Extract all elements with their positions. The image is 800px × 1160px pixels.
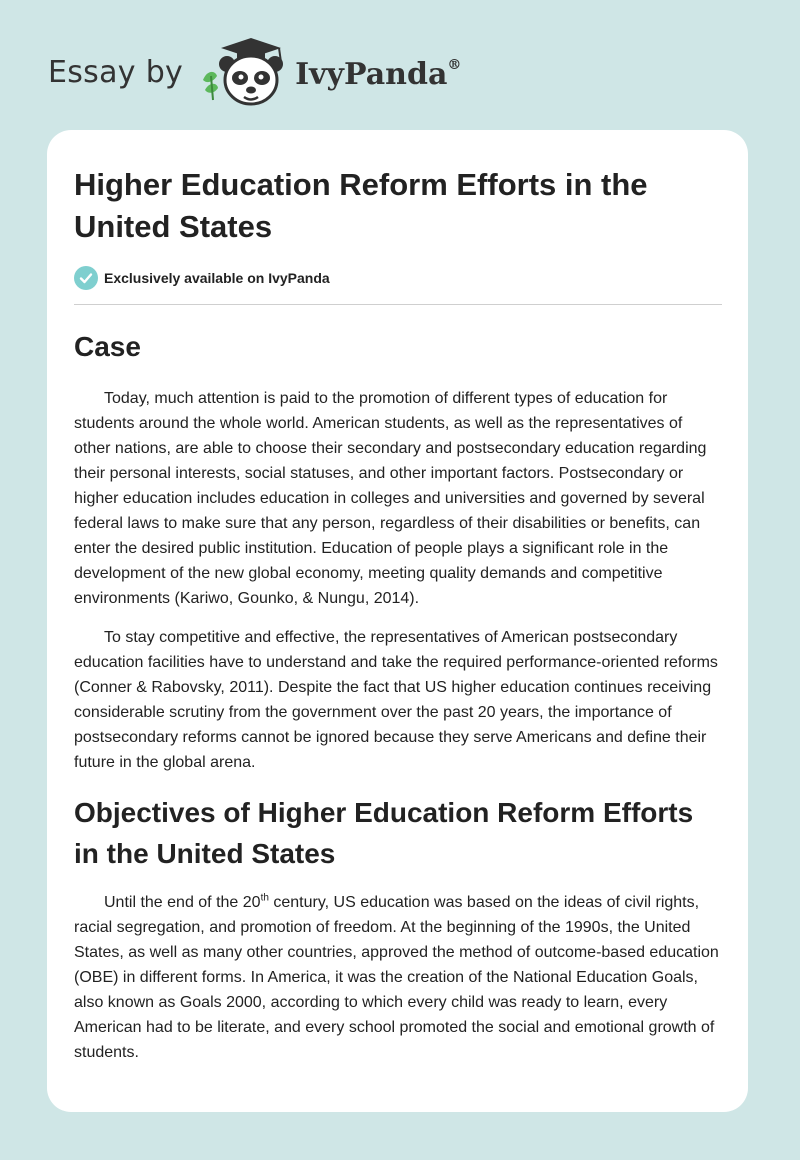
- panda-mascot-icon: [199, 36, 291, 108]
- case-paragraph-2: To stay competitive and effective, the representatives of American postsecondary education facilities have to understand and take the required performance-oriented reforms (Conner & Rabovsky, 2011). Despite the fact that US higher education continues receiving considerable scrutiny from the government over the past 20 years, the importance of postsecondary reforms cannot be ignored because they serve Americans and define their future in the global arena.: [74, 629, 718, 771]
- section-heading-case: Case: [74, 331, 141, 362]
- exclusive-badge: [74, 266, 722, 305]
- section-heading-objectives: Objectives of Higher Education Reform Efforts in the United States: [74, 797, 694, 869]
- essay-by-label: Essay by: [48, 54, 184, 90]
- case-paragraph-1: Today, much attention is paid to the promotion of different types of education for students around the whole world. American students, as well as the representatives of other nations, are able to choose their secondary and postsecondary education regarding their personal interests, social statuses, and other important factors. Postsecondary or higher education includes education in colleges and universities and governed by several federal laws to make sure that any person, regardless of their disabilities or benefits, can enter the desired public institution. Education of people plays a significant role in the development of the new global economy, meeting quality demands and competitive environments (Kariwo, Gounko, & Nungu, 2014).: [74, 390, 707, 607]
- objectives-paragraph-1: Until the end of the 20th century, US education was based on the ideas of civil rights, racial segregation, and promotion of freedom. At the beginning of the 1990s, the United States, as well as many other countries, approved the method of outcome-based education (OBE) in different forms. In America, it was the creation of the National Education Goals, also known as Goals 2000, according to which every child was ready to learn, every American had to be literate, and every school promoted the social and emotional growth of students.: [74, 892, 719, 1061]
- site-header: [48, 36, 461, 108]
- exclusive-label: Exclusively available on IvyPanda: [104, 270, 330, 286]
- checkmark-icon: [74, 266, 98, 290]
- essay-title: Higher Education Reform Efforts in the United States: [74, 167, 648, 244]
- brand-name: IvyPanda®: [295, 56, 462, 92]
- essay-card: [47, 130, 748, 1112]
- ivypanda-logo-link[interactable]: [199, 36, 461, 108]
